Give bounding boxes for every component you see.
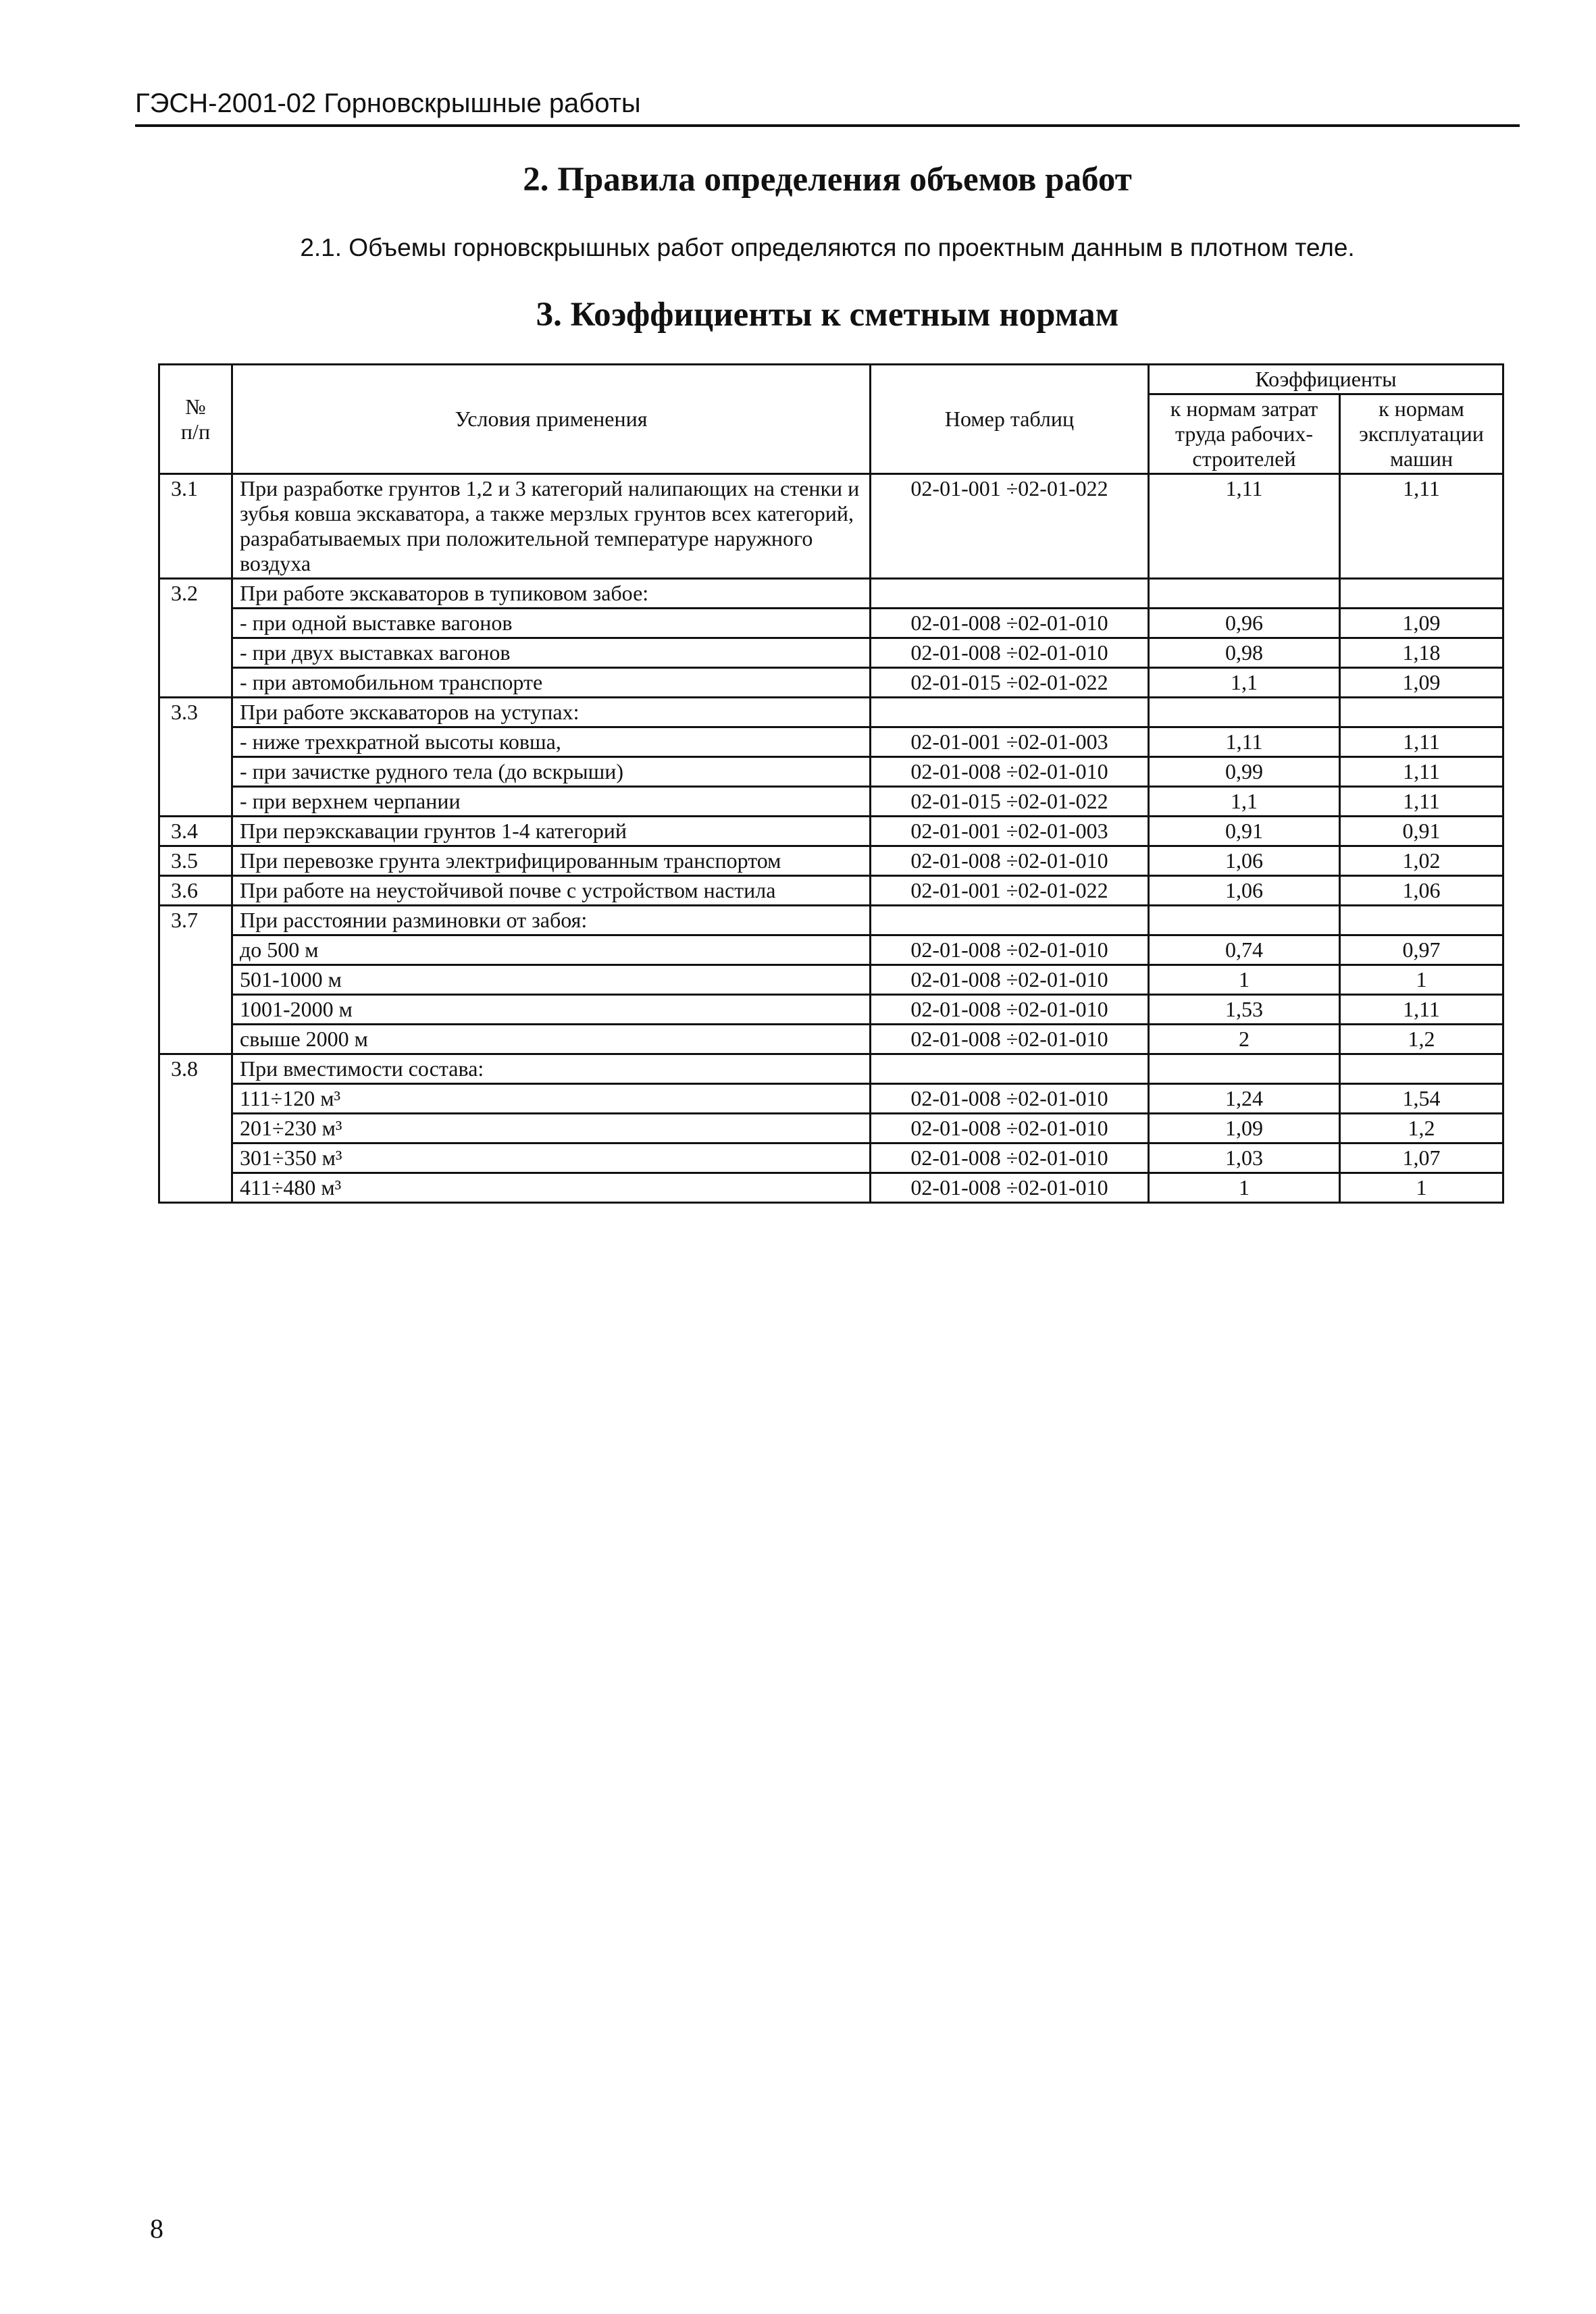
condition-cell: При работе экскаваторов на уступах: bbox=[232, 698, 871, 727]
condition-cell: - при двух выставках вагонов bbox=[232, 638, 871, 668]
condition-cell: 1001-2000 м bbox=[232, 995, 871, 1025]
table-row bbox=[159, 787, 1503, 817]
machine-coefficient-cell: 1,06 bbox=[1340, 876, 1503, 906]
labor-coefficient-cell: 0,99 bbox=[1149, 757, 1340, 787]
machine-coefficient-cell: 1,2 bbox=[1340, 1114, 1503, 1143]
table-numbers-cell: 02-01-008 ÷02-01-010 bbox=[871, 995, 1149, 1025]
table-numbers-cell: 02-01-001 ÷02-01-022 bbox=[871, 876, 1149, 906]
row-number: 3.1 bbox=[159, 474, 232, 579]
labor-coefficient-cell: 0,98 bbox=[1149, 638, 1340, 668]
condition-cell: до 500 м bbox=[232, 935, 871, 965]
condition-cell: При перевозке грунта электрифицированным транспортом bbox=[232, 846, 871, 876]
labor-coefficient-cell: 1,11 bbox=[1149, 727, 1340, 757]
table-row bbox=[159, 579, 1503, 609]
condition-cell: При работе экскаваторов в тупиковом забое: bbox=[232, 579, 871, 609]
table-numbers-cell: 02-01-008 ÷02-01-010 bbox=[871, 1084, 1149, 1114]
header-conditions: Условия применения bbox=[232, 365, 871, 474]
running-header: ГЭСН-2001-02 Горновскрышные работы bbox=[135, 88, 641, 118]
machine-coefficient-cell bbox=[1340, 1054, 1503, 1084]
table-row bbox=[159, 609, 1503, 638]
coefficients-table bbox=[158, 363, 1504, 1204]
labor-coefficient-cell: 1,09 bbox=[1149, 1114, 1340, 1143]
table-numbers-cell: 02-01-015 ÷02-01-022 bbox=[871, 668, 1149, 698]
table-numbers-cell: 02-01-001 ÷02-01-003 bbox=[871, 817, 1149, 846]
table-numbers-cell bbox=[871, 906, 1149, 935]
machine-coefficient-cell: 1 bbox=[1340, 1173, 1503, 1203]
condition-cell: - при одной выставке вагонов bbox=[232, 609, 871, 638]
table-row bbox=[159, 935, 1503, 965]
table-row bbox=[159, 995, 1503, 1025]
machine-coefficient-cell: 1,11 bbox=[1340, 787, 1503, 817]
machine-coefficient-cell: 1,54 bbox=[1340, 1084, 1503, 1114]
table-numbers-cell: 02-01-008 ÷02-01-010 bbox=[871, 638, 1149, 668]
condition-cell: - при автомобильном транспорте bbox=[232, 668, 871, 698]
table-numbers-cell: 02-01-001 ÷02-01-003 bbox=[871, 727, 1149, 757]
row-number: 3.6 bbox=[159, 876, 232, 906]
machine-coefficient-cell: 1,2 bbox=[1340, 1025, 1503, 1054]
section-title-coefficients: 3. Коэффициенты к сметным нормам bbox=[536, 296, 1119, 334]
machine-coefficient-cell: 1,11 bbox=[1340, 727, 1503, 757]
condition-cell: При разработке грунтов 1,2 и 3 категорий налипающих на стенки и зубья ковша экскаватора, а также мерзлых грунтов всех категорий, разрабатываемых при положительной температуре наружного воздуха bbox=[232, 474, 871, 579]
row-number: 3.2 bbox=[159, 579, 232, 698]
labor-coefficient-cell: 1,1 bbox=[1149, 668, 1340, 698]
machine-coefficient-cell: 1,11 bbox=[1340, 474, 1503, 579]
condition-cell: - ниже трехкратной высоты ковша, bbox=[232, 727, 871, 757]
table-row bbox=[159, 1025, 1503, 1054]
table-row bbox=[159, 1173, 1503, 1203]
condition-cell: 301÷350 м³ bbox=[232, 1143, 871, 1173]
machine-coefficient-cell: 1,02 bbox=[1340, 846, 1503, 876]
labor-coefficient-cell: 1,06 bbox=[1149, 846, 1340, 876]
table-numbers-cell: 02-01-001 ÷02-01-022 bbox=[871, 474, 1149, 579]
machine-coefficient-cell: 1,11 bbox=[1340, 757, 1503, 787]
table-row bbox=[159, 1143, 1503, 1173]
condition-cell: При вместимости состава: bbox=[232, 1054, 871, 1084]
table-numbers-cell: 02-01-008 ÷02-01-010 bbox=[871, 965, 1149, 995]
table-numbers-cell: 02-01-008 ÷02-01-010 bbox=[871, 1114, 1149, 1143]
table-row bbox=[159, 817, 1503, 846]
row-number: 3.3 bbox=[159, 698, 232, 817]
table-row bbox=[159, 727, 1503, 757]
table-numbers-cell bbox=[871, 579, 1149, 609]
condition-cell: При работе на неустойчивой почве с устройством настила bbox=[232, 876, 871, 906]
page-number: 8 bbox=[150, 2213, 163, 2244]
machine-coefficient-cell: 1,18 bbox=[1340, 638, 1503, 668]
table-numbers-cell: 02-01-008 ÷02-01-010 bbox=[871, 1143, 1149, 1173]
coefficients-table-body bbox=[159, 474, 1503, 1203]
condition-cell: 111÷120 м³ bbox=[232, 1084, 871, 1114]
labor-coefficient-cell: 1,1 bbox=[1149, 787, 1340, 817]
condition-cell: - при верхнем черпании bbox=[232, 787, 871, 817]
machine-coefficient-cell: 1,11 bbox=[1340, 995, 1503, 1025]
table-row bbox=[159, 474, 1503, 579]
table-row bbox=[159, 906, 1503, 935]
table-numbers-cell: 02-01-008 ÷02-01-010 bbox=[871, 935, 1149, 965]
condition-cell: 201÷230 м³ bbox=[232, 1114, 871, 1143]
table-row bbox=[159, 1084, 1503, 1114]
machine-coefficient-cell: 0,91 bbox=[1340, 817, 1503, 846]
table-numbers-cell: 02-01-008 ÷02-01-010 bbox=[871, 609, 1149, 638]
labor-coefficient-cell: 1 bbox=[1149, 965, 1340, 995]
labor-coefficient-cell: 0,91 bbox=[1149, 817, 1340, 846]
condition-cell: 411÷480 м³ bbox=[232, 1173, 871, 1203]
labor-coefficient-cell: 1,06 bbox=[1149, 876, 1340, 906]
machine-coefficient-cell bbox=[1340, 579, 1503, 609]
table-row bbox=[159, 668, 1503, 698]
table-numbers-cell bbox=[871, 698, 1149, 727]
table-row bbox=[159, 846, 1503, 876]
table-numbers-cell: 02-01-015 ÷02-01-022 bbox=[871, 787, 1149, 817]
header-machines: к нормам эксплуатации машин bbox=[1340, 394, 1503, 474]
labor-coefficient-cell: 1,03 bbox=[1149, 1143, 1340, 1173]
table-row bbox=[159, 876, 1503, 906]
condition-cell: При перэкскавации грунтов 1-4 категорий bbox=[232, 817, 871, 846]
machine-coefficient-cell bbox=[1340, 698, 1503, 727]
row-number: 3.4 bbox=[159, 817, 232, 846]
condition-cell: - при зачистке рудного тела (до вскрыши) bbox=[232, 757, 871, 787]
row-number: 3.7 bbox=[159, 906, 232, 1054]
machine-coefficient-cell: 1 bbox=[1340, 965, 1503, 995]
header-labor: к нормам затрат труда рабочих-строителей bbox=[1149, 394, 1340, 474]
machine-coefficient-cell bbox=[1340, 906, 1503, 935]
condition-cell: свыше 2000 м bbox=[232, 1025, 871, 1054]
table-numbers-cell: 02-01-008 ÷02-01-010 bbox=[871, 1173, 1149, 1203]
machine-coefficient-cell: 1,07 bbox=[1340, 1143, 1503, 1173]
labor-coefficient-cell bbox=[1149, 906, 1340, 935]
condition-cell: При расстоянии разминовки от забоя: bbox=[232, 906, 871, 935]
table-numbers-cell: 02-01-008 ÷02-01-010 bbox=[871, 846, 1149, 876]
table-row bbox=[159, 1054, 1503, 1084]
table-row bbox=[159, 698, 1503, 727]
condition-cell: 501-1000 м bbox=[232, 965, 871, 995]
table-row bbox=[159, 638, 1503, 668]
paragraph-2-1: 2.1. Объемы горновскрышных работ определяются по проектным данным в плотном теле. bbox=[300, 234, 1355, 261]
machine-coefficient-cell: 1,09 bbox=[1340, 609, 1503, 638]
table-numbers-cell bbox=[871, 1054, 1149, 1084]
table-row bbox=[159, 1114, 1503, 1143]
labor-coefficient-cell: 1 bbox=[1149, 1173, 1340, 1203]
machine-coefficient-cell: 1,09 bbox=[1340, 668, 1503, 698]
labor-coefficient-cell: 2 bbox=[1149, 1025, 1340, 1054]
header-tables: Номер таблиц bbox=[871, 365, 1149, 474]
table-numbers-cell: 02-01-008 ÷02-01-010 bbox=[871, 1025, 1149, 1054]
header-coefficients: Коэффициенты bbox=[1149, 365, 1503, 394]
labor-coefficient-cell: 1,53 bbox=[1149, 995, 1340, 1025]
labor-coefficient-cell: 1,24 bbox=[1149, 1084, 1340, 1114]
table-row bbox=[159, 757, 1503, 787]
labor-coefficient-cell: 0,74 bbox=[1149, 935, 1340, 965]
header-number-line2: п/п bbox=[180, 419, 211, 444]
labor-coefficient-cell bbox=[1149, 698, 1340, 727]
row-number: 3.5 bbox=[159, 846, 232, 876]
header-number bbox=[159, 365, 232, 474]
labor-coefficient-cell: 0,96 bbox=[1149, 609, 1340, 638]
table-row bbox=[159, 965, 1503, 995]
header-divider bbox=[135, 124, 1520, 127]
row-number: 3.8 bbox=[159, 1054, 232, 1203]
section-title-rules: 2. Правила определения объемов работ bbox=[523, 161, 1132, 199]
header-number-line1: № bbox=[185, 394, 206, 419]
labor-coefficient-cell bbox=[1149, 579, 1340, 609]
machine-coefficient-cell: 0,97 bbox=[1340, 935, 1503, 965]
table-numbers-cell: 02-01-008 ÷02-01-010 bbox=[871, 757, 1149, 787]
labor-coefficient-cell bbox=[1149, 1054, 1340, 1084]
labor-coefficient-cell: 1,11 bbox=[1149, 474, 1340, 579]
